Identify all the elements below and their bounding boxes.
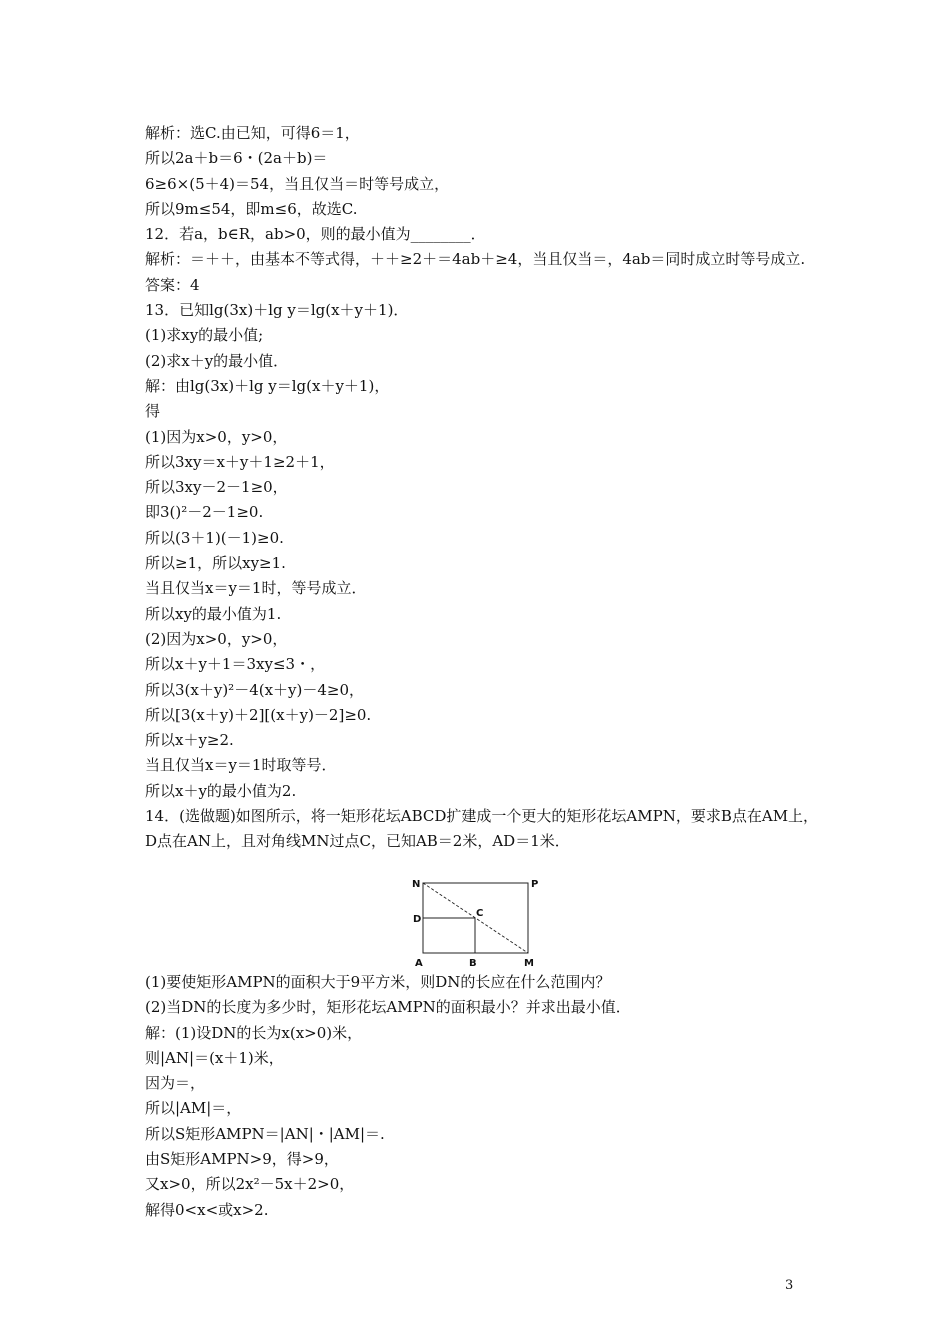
text-line: 所以3xy＝x＋y＋1≥2＋1， — [145, 452, 335, 471]
rectangle-abcd — [423, 918, 475, 953]
text-line: 当且仅当x＝y＝1时取等号． — [145, 756, 337, 775]
text-line: 6≥6×(5＋4)＝54，当且仅当＝时等号成立， — [145, 174, 450, 193]
text-line: 解：(1)设DN的长为x(x>0)米， — [145, 1023, 363, 1042]
upper-text — [145, 121, 825, 855]
text-line: (2)求x＋y的最小值． — [145, 351, 289, 370]
text-line: 所以|AM|＝， — [145, 1099, 242, 1118]
text-line: 所以3xy－2－1≥0， — [145, 478, 288, 497]
label-b: B — [469, 958, 477, 969]
text-line: 因为＝， — [145, 1074, 206, 1093]
text-line: 所以2a＋b＝6・(2a＋b)＝ — [145, 149, 328, 168]
question-14: 14．(选做题)如图所示，将一矩形花坛ABCD扩建成一个更大的矩形花坛AMPN，要求B点在AM上，D点在AN上，且对角线MN过点C，已知AB＝2米，AD＝1米． — [145, 807, 819, 851]
text-line: 又x>0，所以2x²－5x＋2>0， — [145, 1175, 355, 1194]
text-line: 所以9m≤54，即m≤6，故选C. — [145, 199, 358, 218]
text-line: 所以S矩形AMPN＝|AN|・|AM|＝. — [145, 1124, 385, 1143]
text-line: 所以xy的最小值为1. — [145, 604, 282, 623]
label-m: M — [524, 958, 534, 969]
text-line: 解析：选C.由已知，可得6＝1， — [145, 124, 360, 142]
label-a: A — [415, 958, 423, 969]
text-line: 所以3(x＋y)²－4(x＋y)－4≥0， — [145, 680, 365, 699]
question-13: 13．已知lg(3x)＋lg y＝lg(x＋y＋1)． — [145, 301, 409, 320]
text-line: 得 — [145, 402, 161, 421]
text-line: (2)当DN的长度为多少时，矩形花坛AMPN的面积最小？并求出最小值． — [145, 998, 631, 1017]
text-line: (1)要使矩形AMPN的面积大于9平方米，则DN的长应在什么范围内？ — [145, 973, 611, 991]
answer-line: 答案：4 — [145, 275, 200, 294]
text-line: 所以[3(x＋y)＋2][(x＋y)－2]≥0. — [145, 705, 372, 724]
text-line: 由S矩形AMPN>9，得>9， — [145, 1150, 339, 1169]
rectangle-figure — [410, 872, 550, 972]
text-line: (1)求xy的最小值; — [145, 326, 264, 345]
label-p: P — [531, 879, 539, 890]
text-line: 所以x＋y≥2. — [145, 731, 234, 750]
text-line: (2)因为x>0，y>0， — [145, 629, 288, 648]
label-n: N — [412, 879, 421, 890]
text-line: 所以≥1，所以xy≥1. — [145, 554, 286, 573]
text-line: (1)因为x>0，y>0， — [145, 427, 288, 446]
text-line: 当且仅当x＝y＝1时，等号成立． — [145, 579, 367, 598]
text-line: 所以x＋y＋1＝3xy≤3・， — [145, 655, 326, 674]
label-c: C — [476, 908, 484, 919]
text-line: 所以(3＋1)(－1)≥0. — [145, 528, 284, 547]
page-number: 3 — [785, 1278, 794, 1293]
text-line: 所以x＋y的最小值为2. — [145, 781, 297, 800]
lower-text — [145, 970, 825, 1223]
label-d: D — [413, 914, 422, 925]
text-line: 则|AN|＝(x＋1)米， — [145, 1048, 284, 1067]
question-12: 12．若a，b∈R，ab>0，则的最小值为________． — [145, 225, 486, 244]
text-line: 解得0<x<或x>2. — [145, 1200, 269, 1219]
text-line: 解：由lg(3x)＋lg y＝lg(x＋y＋1)， — [145, 376, 390, 395]
text-line: 解析：＝＋＋，由基本不等式得，＋＋≥2＋＝4ab＋≥4，当且仅当＝，4ab＝同时成立时等号成立. — [145, 250, 806, 269]
text-line: 即3()²－2－1≥0. — [145, 503, 264, 522]
